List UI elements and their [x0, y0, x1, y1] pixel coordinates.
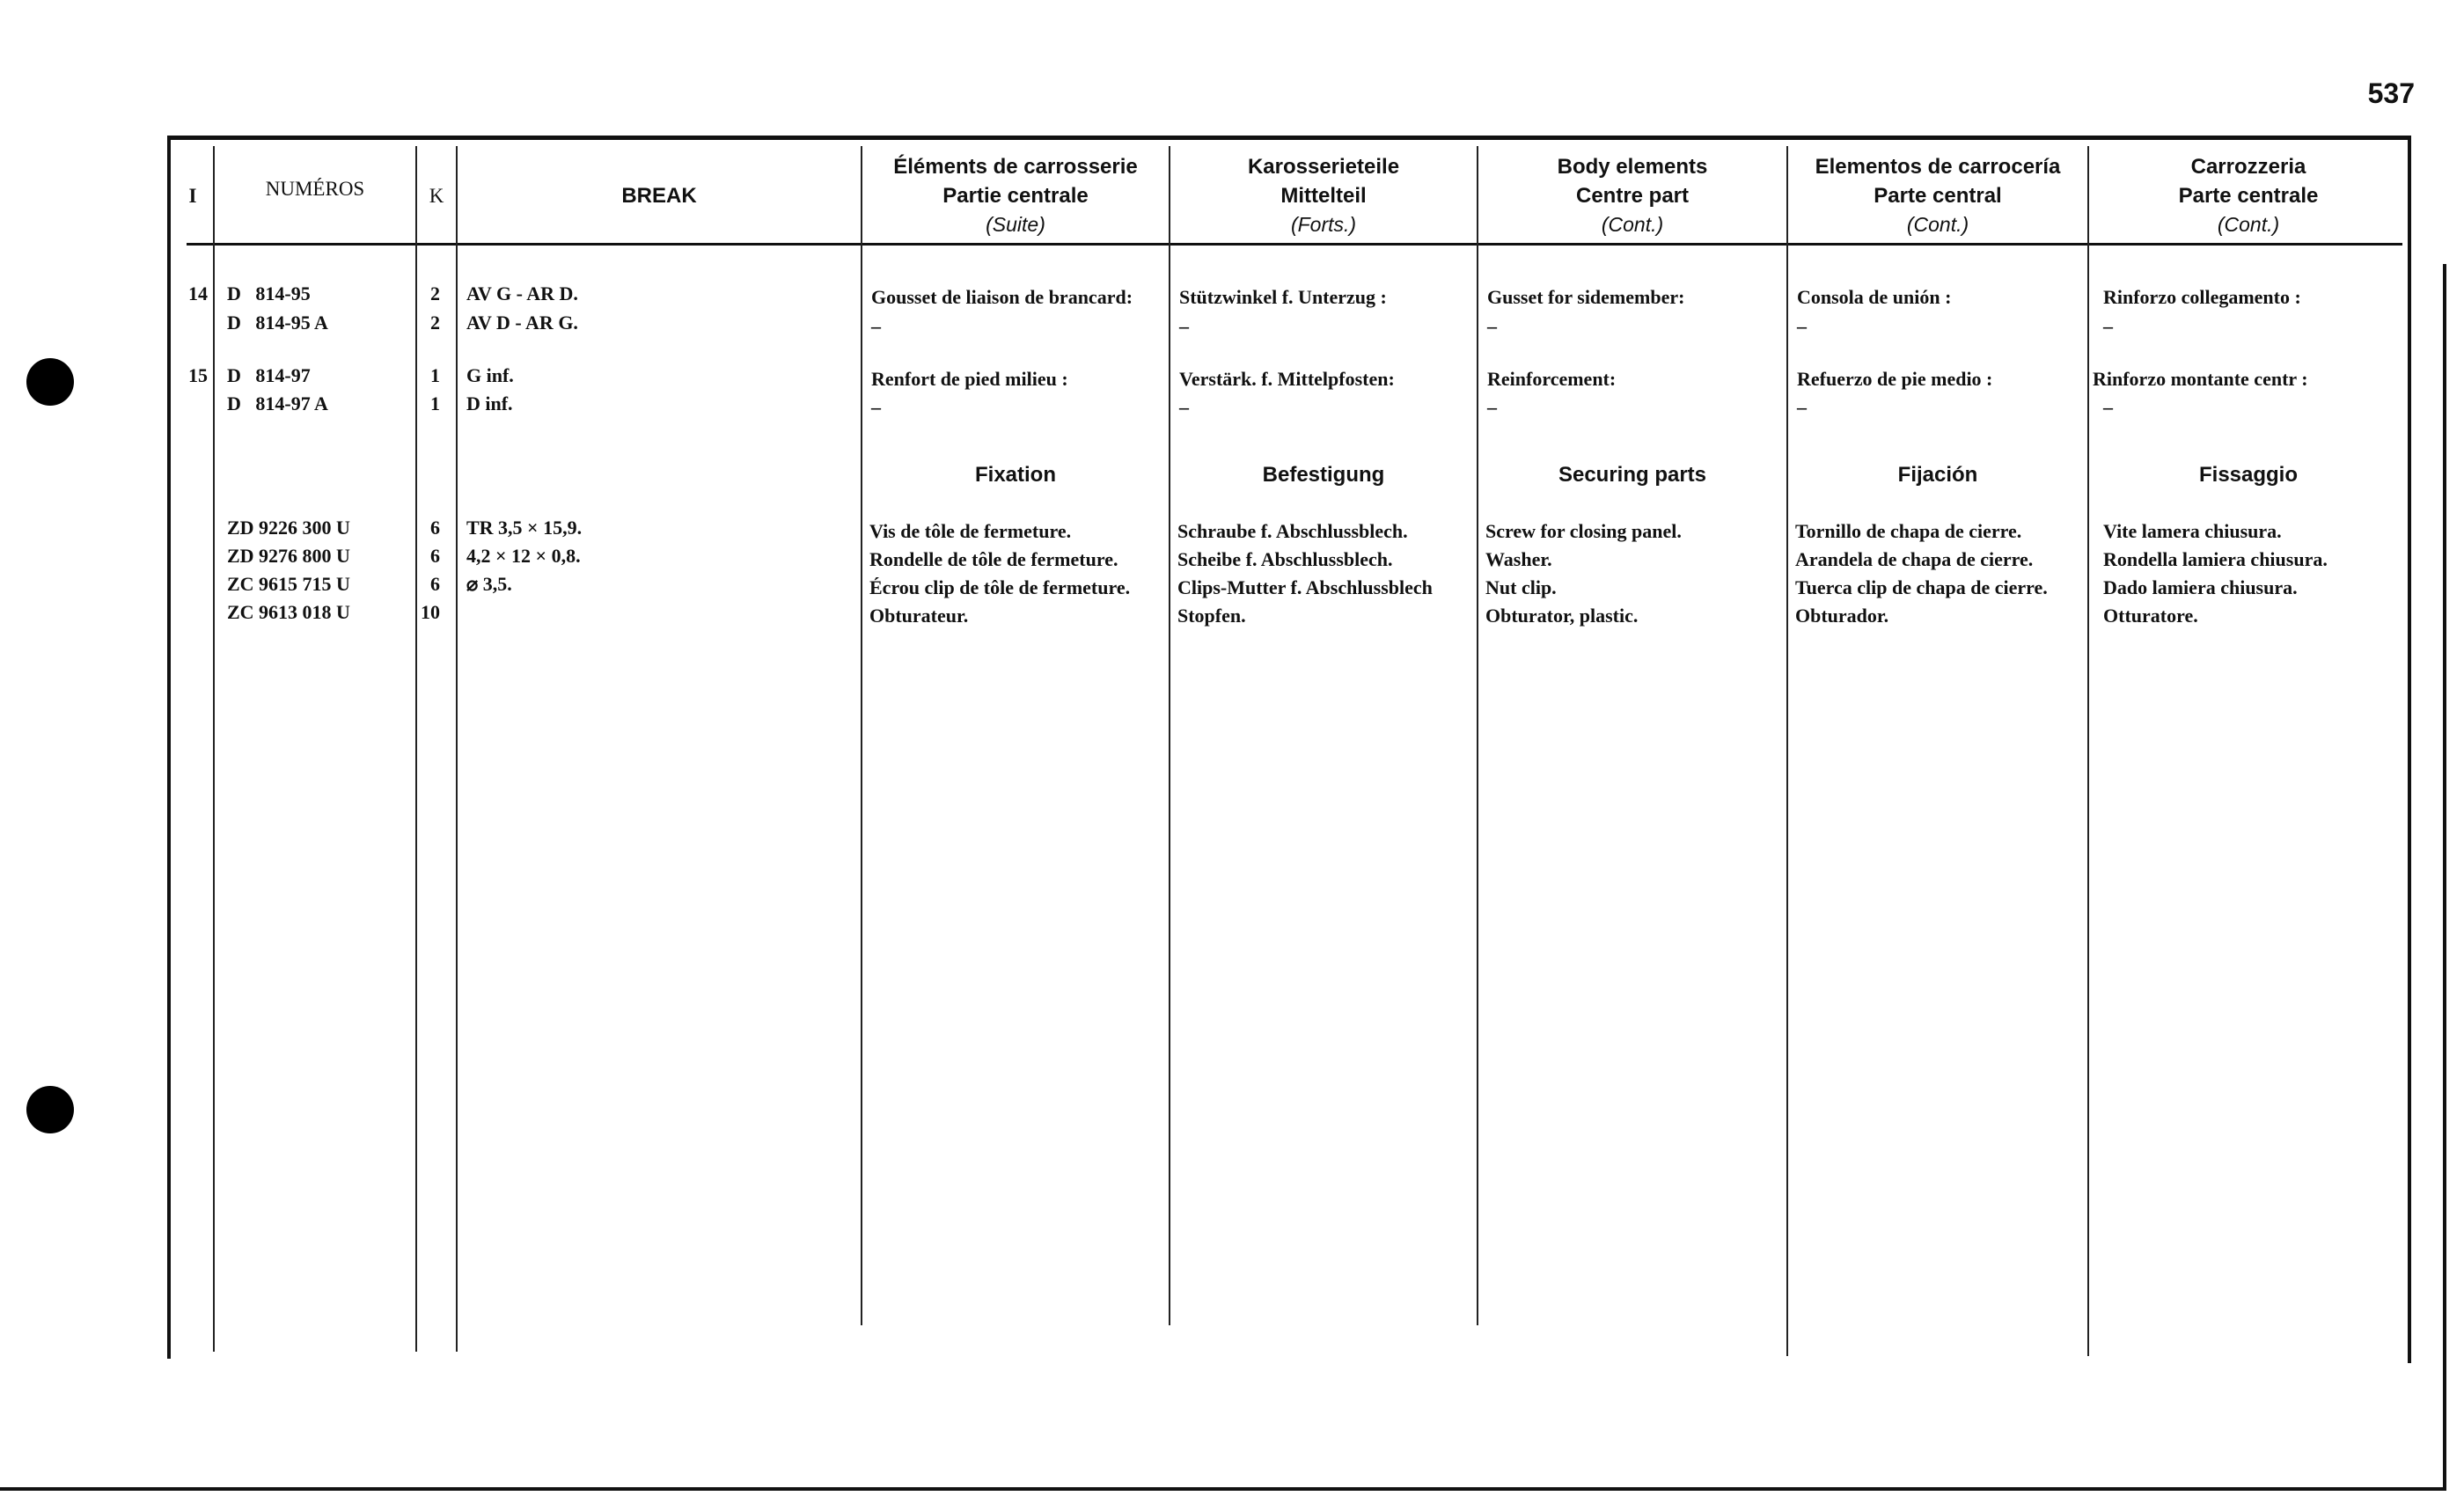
- description-german: Stützwinkel f. Unterzug :: [1179, 286, 1387, 308]
- header-english: [1478, 148, 1786, 243]
- header-english-line1: Body elements: [1557, 154, 1708, 179]
- header-french-line3: (Suite): [986, 212, 1045, 236]
- header-french-line1: Éléments de carrosserie: [893, 154, 1138, 179]
- column-divider: [1477, 146, 1478, 1325]
- variant: TR 3,5 × 15,9.: [466, 517, 583, 539]
- row-index: 14: [188, 282, 208, 304]
- description-spanish: Tornillo de chapa de cierre.: [1795, 520, 2022, 542]
- description-spanish: –: [1797, 315, 1807, 337]
- quantity: 2: [430, 282, 440, 304]
- description-english: Obturator, plastic.: [1485, 605, 1639, 627]
- punch-hole: [26, 358, 74, 406]
- column-divider: [1169, 146, 1170, 1325]
- description-french: Obturateur.: [869, 605, 969, 627]
- description-italian: –: [2103, 315, 2113, 337]
- description-french: Rondelle de tôle de fermeture.: [869, 548, 1118, 570]
- description-french: Renfort de pied milieu :: [871, 368, 1068, 390]
- variant: AV D - AR G.: [466, 312, 578, 334]
- description-german: –: [1179, 315, 1189, 337]
- variant: ⌀ 3,5.: [466, 573, 512, 595]
- description-italian: –: [2103, 396, 2113, 418]
- variant: D inf.: [466, 392, 513, 414]
- description-spanish: –: [1797, 396, 1807, 418]
- table-frame-right: [2408, 136, 2411, 1363]
- column-divider: [456, 146, 458, 1352]
- header-italian-line1: Carrozzeria: [2190, 154, 2306, 179]
- part-number: D 814-95 A: [227, 312, 328, 334]
- header-spanish: [1788, 148, 2087, 243]
- description-italian: Rinforzo montante centr :: [2093, 368, 2308, 390]
- description-french: Gousset de liaison de brancard:: [871, 286, 1133, 308]
- description-english: –: [1487, 315, 1497, 337]
- quantity: 6: [430, 545, 440, 567]
- description-english: Screw for closing panel.: [1485, 520, 1682, 542]
- description-german: –: [1179, 396, 1189, 418]
- header-french: [862, 148, 1169, 243]
- quantity: 1: [430, 364, 440, 386]
- header-german: [1170, 148, 1477, 243]
- description-spanish: Tuerca clip de chapa de cierre.: [1795, 576, 2048, 598]
- page-base-rule: [0, 1487, 2446, 1491]
- section-title-french: Fixation: [974, 463, 1056, 487]
- header-k: K: [429, 184, 444, 207]
- quantity: 2: [430, 312, 440, 334]
- quantity: 6: [430, 573, 440, 595]
- header-italian-line3: (Cont.): [2217, 212, 2280, 236]
- description-italian: Otturatore.: [2103, 605, 2198, 627]
- part-number: ZC 9615 715 U: [227, 573, 350, 595]
- variant: G inf.: [466, 364, 514, 386]
- part-number: ZD 9226 300 U: [227, 517, 350, 539]
- header-spanish-line2: Parte central: [1874, 183, 2002, 208]
- description-french: –: [871, 315, 881, 337]
- header-german-line2: Mittelteil: [1280, 183, 1367, 208]
- description-spanish: Consola de unión :: [1797, 286, 1952, 308]
- description-spanish: Refuerzo de pie medio :: [1797, 368, 1993, 390]
- description-english: Gusset for sidemember:: [1487, 286, 1685, 308]
- description-english: –: [1487, 396, 1497, 418]
- description-french: –: [871, 396, 881, 418]
- section-title-italian: Fissaggio: [2198, 463, 2299, 487]
- description-german: Clips-Mutter f. Abschlussblech: [1177, 576, 1433, 598]
- section-title-spanish: Fijación: [1897, 463, 1978, 487]
- column-divider: [861, 146, 862, 1325]
- header-english-line3: (Cont.): [1601, 212, 1664, 236]
- page-edge: [2443, 264, 2446, 1491]
- quantity: 10: [421, 601, 440, 623]
- part-number: D 814-95: [227, 282, 311, 304]
- page-number: 537: [2367, 77, 2415, 109]
- header-italian: [2089, 148, 2408, 243]
- description-english: Washer.: [1485, 548, 1552, 570]
- header-english-line2: Centre part: [1575, 183, 1690, 208]
- header-italian-line2: Parte centrale: [2178, 183, 2319, 208]
- column-divider: [2087, 146, 2089, 1356]
- header-index: I: [188, 184, 197, 207]
- row-index: 15: [188, 364, 208, 386]
- description-italian: Rinforzo collegamento :: [2103, 286, 2301, 308]
- variant: AV G - AR D.: [466, 282, 578, 304]
- part-number: D 814-97 A: [227, 392, 328, 414]
- section-title-english: Securing parts: [1558, 463, 1707, 487]
- description-english: Reinforcement:: [1487, 368, 1617, 390]
- header-german-line3: (Forts.): [1290, 212, 1357, 236]
- column-divider: [213, 146, 215, 1352]
- description-german: Schraube f. Abschlussblech.: [1177, 520, 1408, 542]
- description-french: Vis de tôle de fermeture.: [869, 520, 1072, 542]
- variant: 4,2 × 12 × 0,8.: [466, 545, 581, 567]
- part-number: D 814-97: [227, 364, 311, 386]
- quantity: 1: [430, 392, 440, 414]
- description-german: Scheibe f. Abschlussblech.: [1177, 548, 1393, 570]
- description-german: Verstärk. f. Mittelpfosten:: [1179, 368, 1395, 390]
- table-frame-top: [171, 136, 2411, 140]
- part-number: ZD 9276 800 U: [227, 545, 350, 567]
- header-numeros: NUMÉROS: [265, 178, 365, 200]
- header-french-line2: Partie centrale: [942, 183, 1089, 208]
- section-title-german: Befestigung: [1262, 463, 1385, 487]
- header-spanish-line3: (Cont.): [1906, 212, 1969, 236]
- description-german: Stopfen.: [1177, 605, 1246, 627]
- part-number: ZC 9613 018 U: [227, 601, 350, 623]
- description-spanish: Obturador.: [1795, 605, 1889, 627]
- description-italian: Dado lamiera chiusura.: [2103, 576, 2298, 598]
- quantity: 6: [430, 517, 440, 539]
- column-divider: [1786, 146, 1788, 1356]
- description-italian: Vite lamera chiusura.: [2103, 520, 2282, 542]
- punch-hole: [26, 1086, 74, 1133]
- description-english: Nut clip.: [1485, 576, 1557, 598]
- header-german-line1: Karosserieteile: [1247, 154, 1400, 179]
- header-divider: [187, 243, 2402, 246]
- header-spanish-line1: Elementos de carrocería: [1815, 154, 2061, 179]
- table-frame-left: [167, 136, 171, 1359]
- description-italian: Rondella lamiera chiusura.: [2103, 548, 2328, 570]
- description-french: Écrou clip de tôle de fermeture.: [869, 576, 1131, 598]
- description-spanish: Arandela de chapa de cierre.: [1795, 548, 2034, 570]
- header-model: BREAK: [621, 183, 697, 208]
